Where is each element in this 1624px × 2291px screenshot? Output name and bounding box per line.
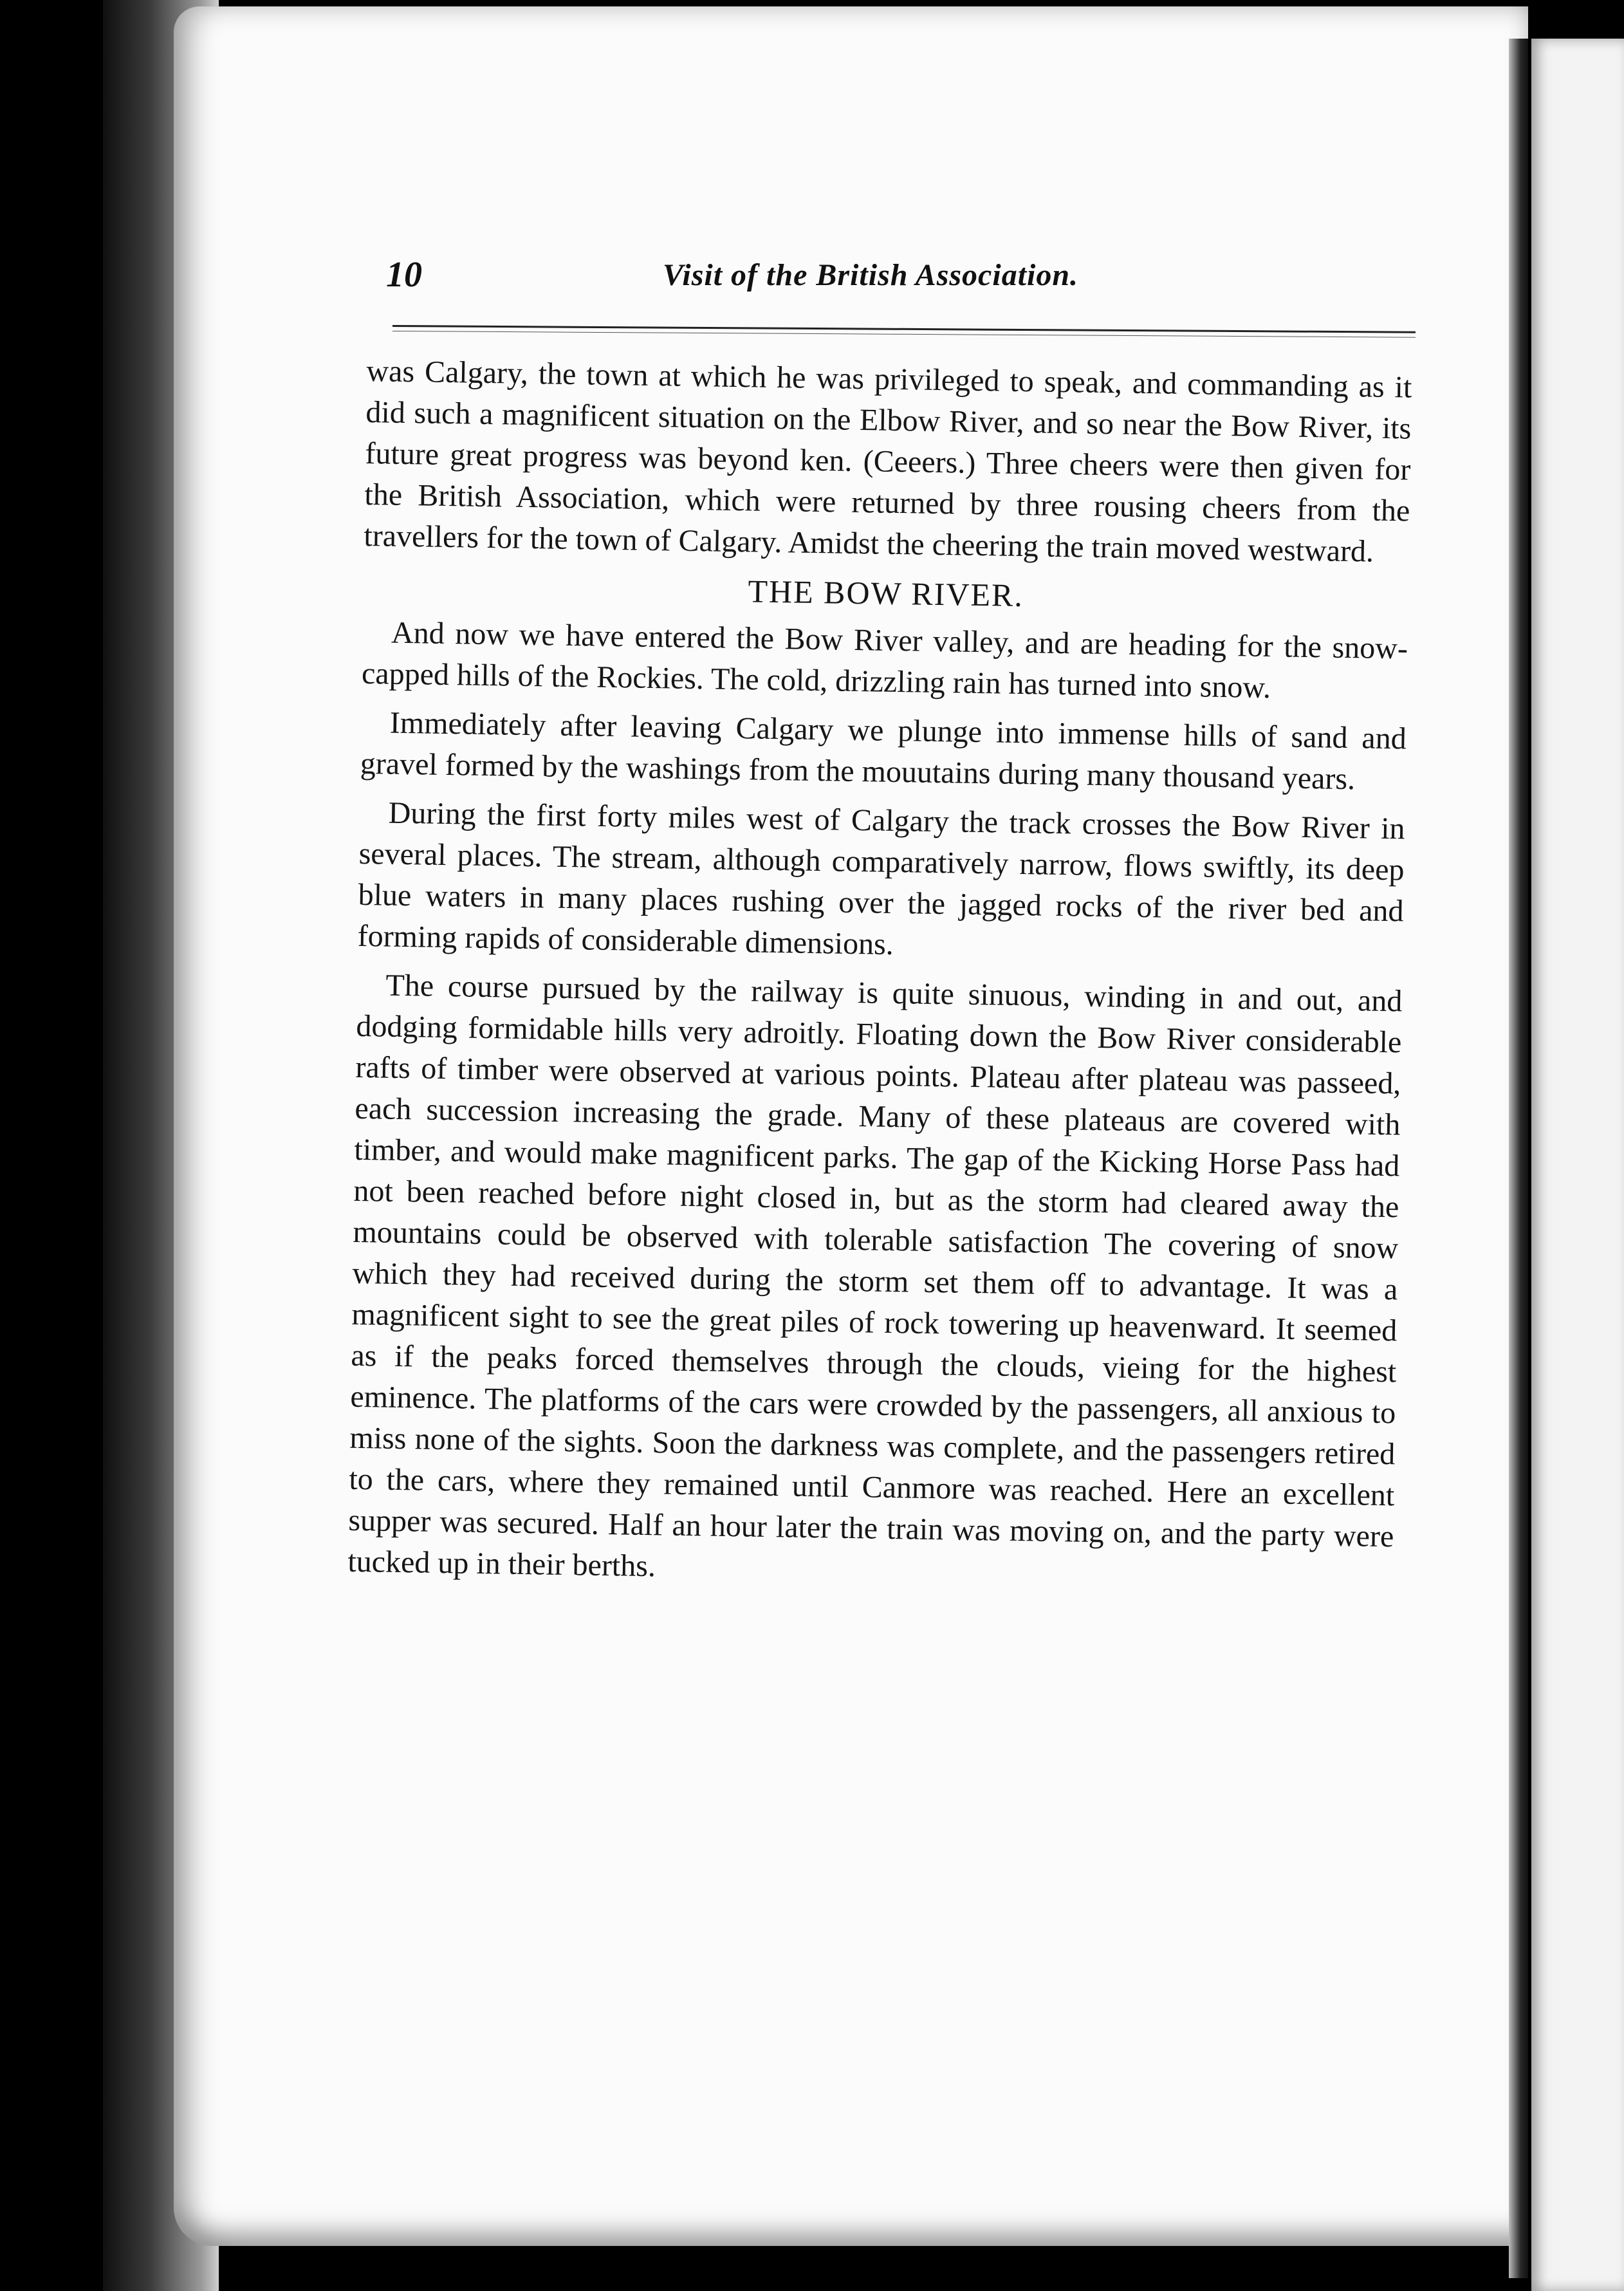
- facing-page-edge: [1531, 39, 1624, 2291]
- paragraph: was Calgary, the town at which he was privileged to speak, and commanding as it did such a magnificent situation on the Elbow River, and so near the Bow River, its future great progress was beyond ken. (Ceeers.) Three cheers were then given for the British Association, which were returned by three rousing cheers from the travellers for the town of Calgary. Amidst the cheering the train moved westward.: [364, 353, 1412, 569]
- page-header: [386, 254, 1416, 312]
- paragraph: During the first forty miles west of Calgary the track crosses the Bow River in several places. The stream, although comparatively narrow, flows swiftly, its deep blue waters in many places rushing over the jagged rocks of the river bed and forming rapids of considerable dimensions.: [357, 795, 1405, 961]
- page-number: 10: [386, 255, 422, 295]
- body-text: [347, 351, 1412, 1606]
- section-heading: THE BOW RIVER.: [748, 573, 1024, 614]
- paragraph: Immediately after leaving Calgary we plunge into immense hills of sand and gravel formed by the washings from the mouutains during many thousand years.: [360, 705, 1407, 797]
- running-head: Visit of the British Association.: [663, 258, 1079, 292]
- book-gutter: [1509, 39, 1528, 2278]
- paragraph: And now we have entered the Bow River valley, and are heading for the snow-capped hills of the Rockies. The cold, drizzling rain has turned into snow.: [361, 615, 1408, 705]
- paragraph: The course pursued by the railway is quite sinuous, winding in and out, and dodging formidable hills very adroitly. Floating down the Bow River considerable rafts of timber were observed at various points. Plateau after plateau was passeed, each succession increasing the grade. Many of these plateaus are covered with timber, and would make magnificent parks. The gap of the Kicking Horse Pass had not been reached before night closed in, but as the storm had cleared away the mountains could be observed with tolerable satisfaction The covering of snow which they had received during the storm set them off to advantage. It was a magnificent sight to see the great piles of rock towering up heavenward. It seemed as if the peaks forced themselves through the clouds, vieing for the highest eminence. The platforms of the cars were crowded by the passengers, all anxious to miss none of the sights. Soon the darkness was complete, and the passengers retired to the cars, where they remained until Canmore was reached. Here an excellent supper was secured. Half an hour later the train was moving on, and the party were tucked up in their berths.: [347, 968, 1403, 1584]
